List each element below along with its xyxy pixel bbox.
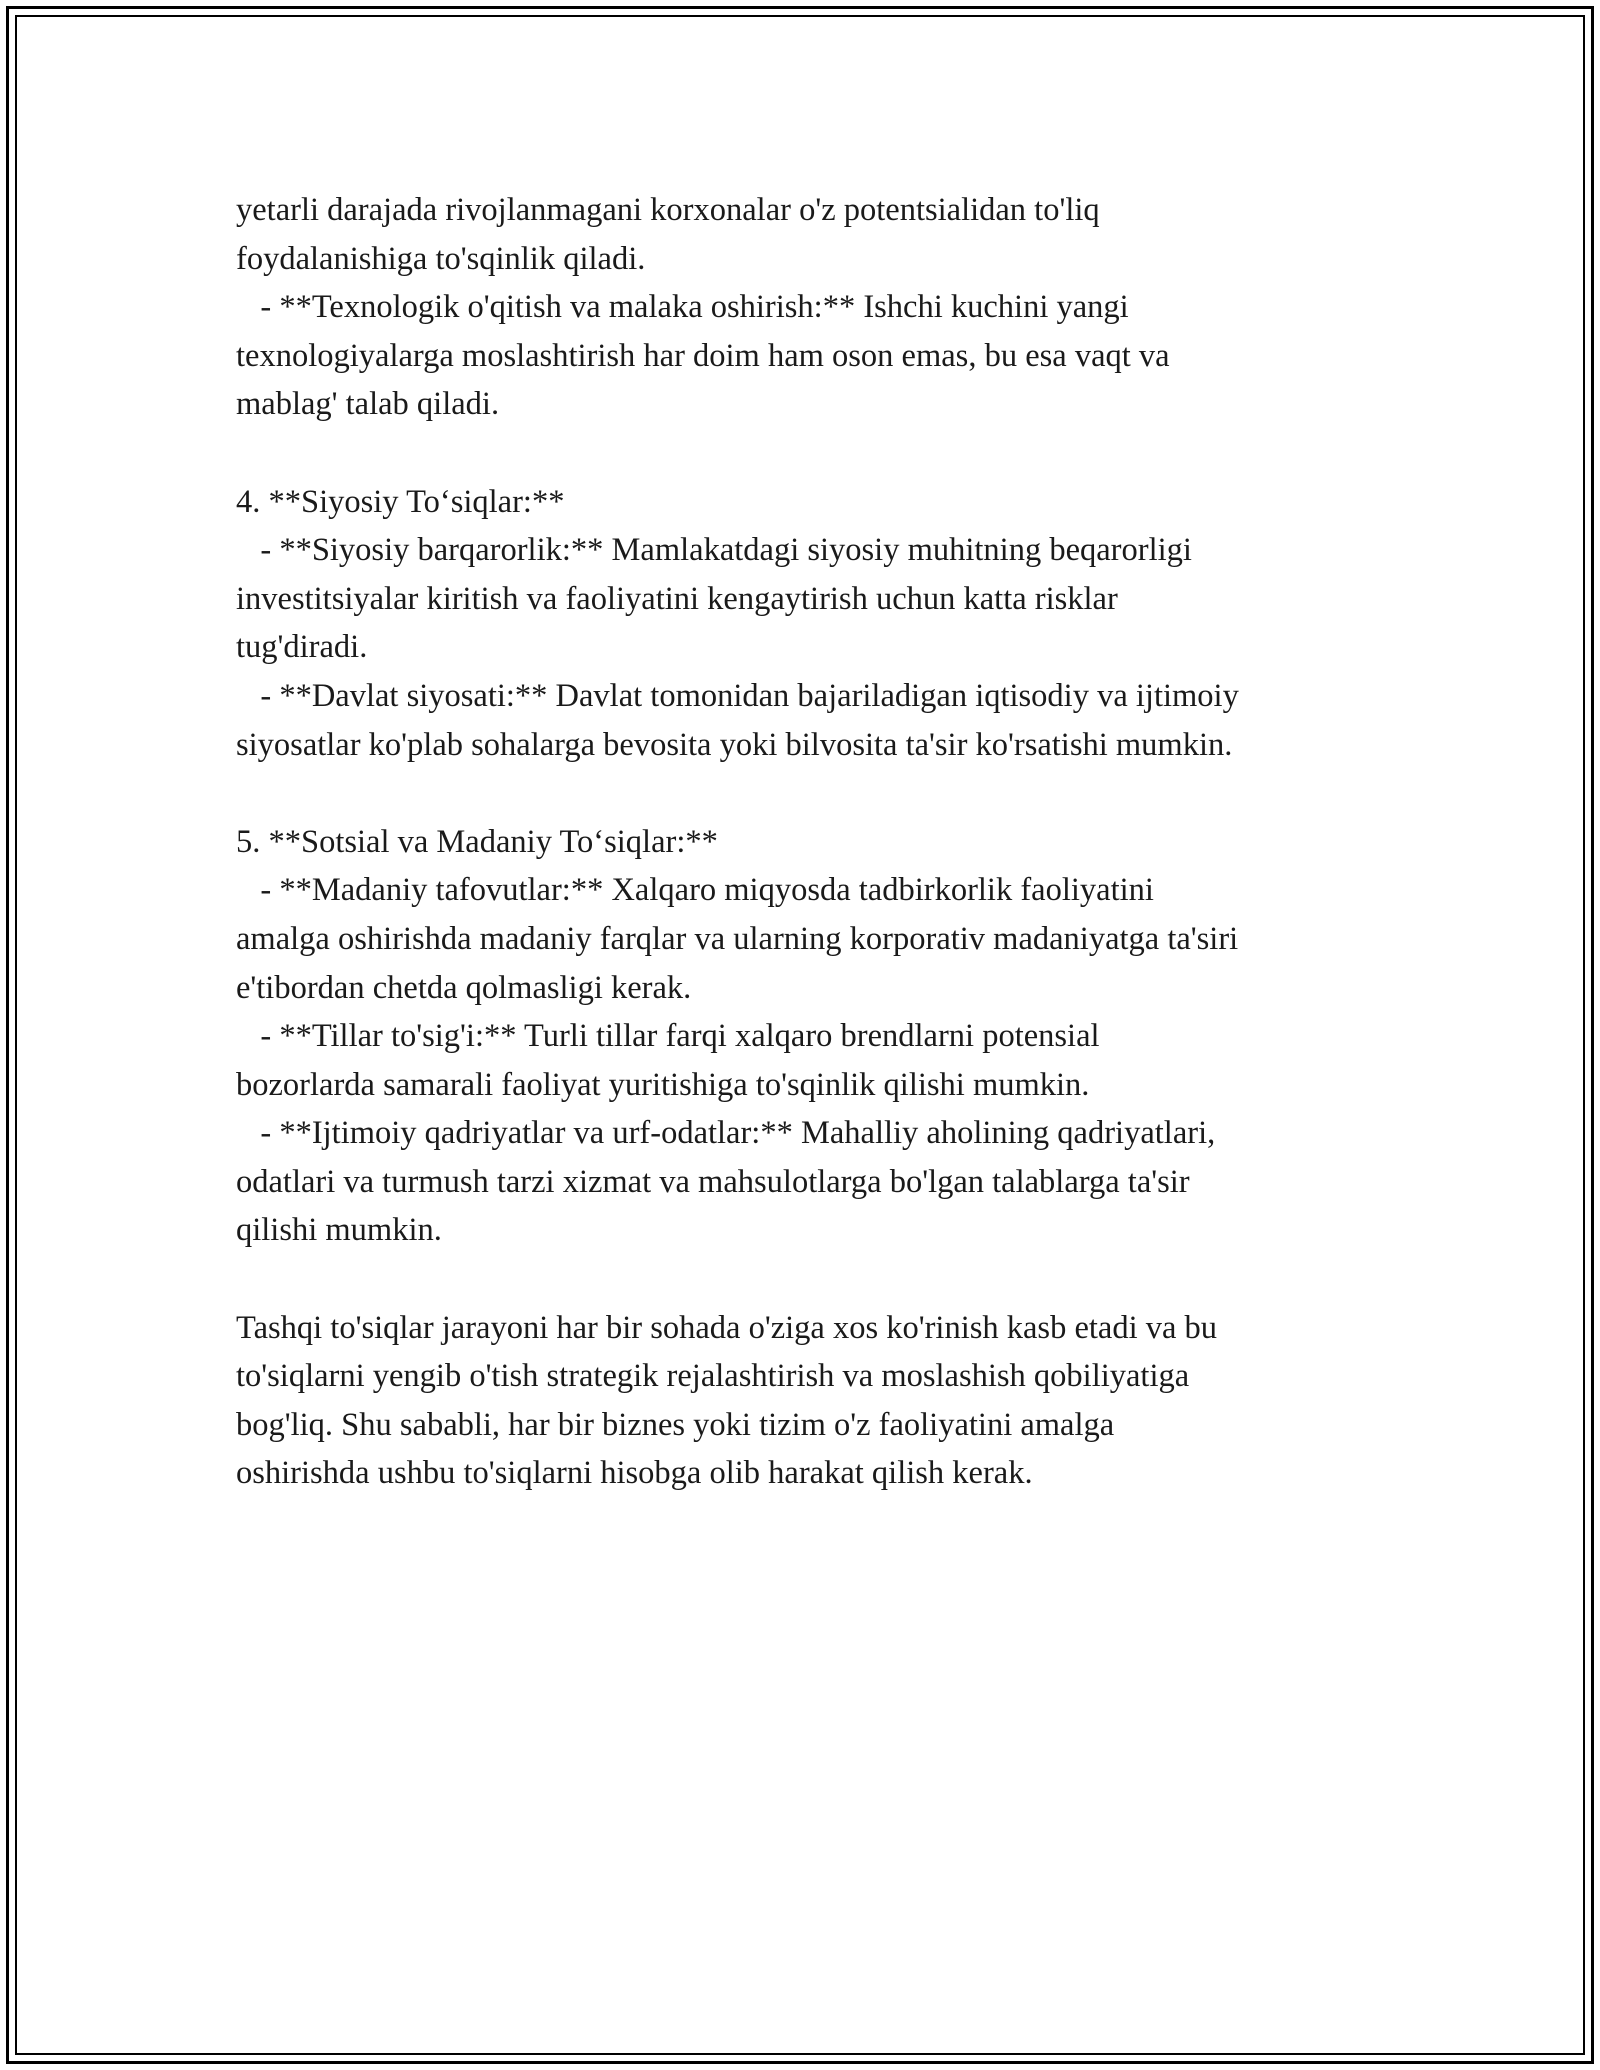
- political-stability-item: tug'diradi.: [236, 629, 368, 666]
- section-5-heading: 5. **Sotsial va Madaniy To‘siqlar:**: [236, 823, 718, 860]
- document-body: [236, 186, 1376, 1498]
- tech-training-item: texnologiyalarga moslashtirish har doim ham oson emas, bu esa vaqt va: [236, 337, 1170, 374]
- state-policy-item: siyosatlar ko'plab sohalarga bevosita yoki bilvosita ta'sir ko'rsatishi mumkin.: [236, 726, 1233, 763]
- conclusion-paragraph: Tashqi to'siqlar jarayoni har bir sohada o'ziga xos ko'rinish kasb etadi va bu: [236, 1309, 1218, 1346]
- intro-line: foydalanishiga to'sqinlik qiladi.: [236, 240, 646, 277]
- intro-line: yetarli darajada rivojlanmagani korxonalar o'z potentsialidan to'liq: [236, 192, 1100, 228]
- paragraph-gap: [236, 769, 1376, 818]
- section-4-heading: 4. **Siyosiy To‘siqlar:**: [236, 483, 565, 520]
- tech-training-item: - **Texnologik o'qitish va malaka oshirish:** Ishchi kuchini yangi: [236, 289, 1129, 326]
- tech-training-item: mablag' talab qiladi.: [236, 386, 500, 423]
- cultural-differences-item: amalga oshirishda madaniy farqlar va ularning korporativ madaniyatga ta'siri: [236, 920, 1239, 957]
- political-stability-item: investitsiyalar kiritish va faoliyatini kengaytirish uchun katta risklar: [236, 580, 1118, 617]
- social-values-item: qilishi mumkin.: [236, 1212, 442, 1249]
- social-values-item: - **Ijtimoiy qadriyatlar va urf-odatlar:** Mahalliy aholining qadriyatlari,: [236, 1115, 1216, 1152]
- conclusion-paragraph: to'siqlarni yengib o'tish strategik rejalashtirish va moslashish qobiliyatiga: [236, 1358, 1190, 1395]
- paragraph-gap: [236, 1255, 1376, 1304]
- conclusion-paragraph: bog'liq. Shu sababli, har bir biznes yoki tizim o'z faoliyatini amalga: [236, 1406, 1115, 1443]
- language-barrier-item: bozorlarda samarali faoliyat yuritishiga to'sqinlik qilishi mumkin.: [236, 1066, 1090, 1103]
- cultural-differences-item: e'tibordan chetda qolmasligi kerak.: [236, 969, 692, 1006]
- conclusion-paragraph: oshirishda ushbu to'siqlarni hisobga olib harakat qilish kerak.: [236, 1455, 1033, 1492]
- language-barrier-item: - **Tillar to'sig'i:** Turli tillar farqi xalqaro brendlarni potensial: [236, 1018, 1100, 1055]
- social-values-item: odatlari va turmush tarzi xizmat va mahsulotlarga bo'lgan talablarga ta'sir: [236, 1163, 1190, 1200]
- paragraph-gap: [236, 429, 1376, 478]
- cultural-differences-item: - **Madaniy tafovutlar:** Xalqaro miqyosda tadbirkorlik faoliyatini: [236, 872, 1154, 909]
- state-policy-item: - **Davlat siyosati:** Davlat tomonidan bajariladigan iqtisodiy va ijtimoiy: [236, 677, 1239, 714]
- political-stability-item: - **Siyosiy barqarorlik:** Mamlakatdagi siyosiy muhitning beqarorligi: [236, 532, 1192, 569]
